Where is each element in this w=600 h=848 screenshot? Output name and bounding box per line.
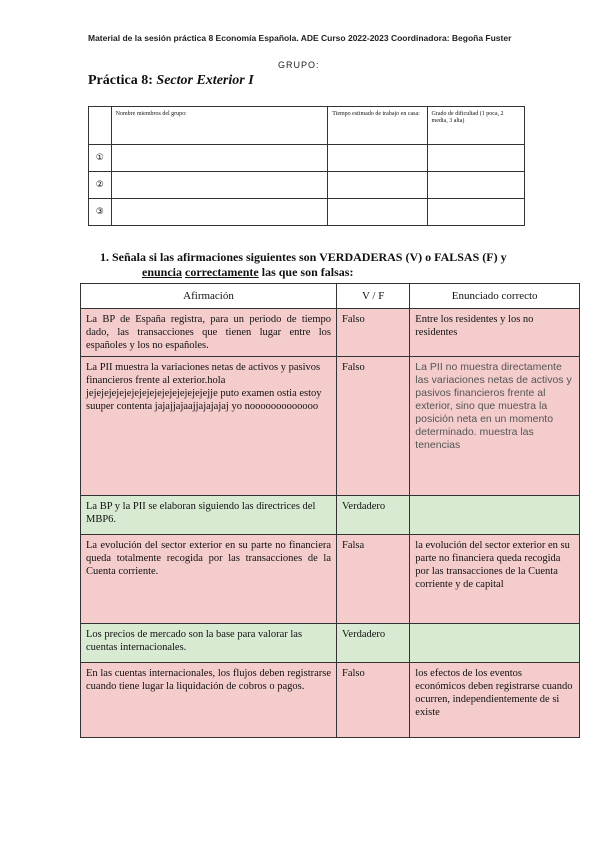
- member-row: [89, 199, 525, 226]
- correct-cell[interactable]: [410, 624, 580, 663]
- vf-cell[interactable]: Verdadero: [337, 496, 410, 535]
- table-row: [81, 357, 580, 496]
- header-vf: V / F: [337, 284, 410, 309]
- page-title: [88, 73, 254, 89]
- member-time-cell[interactable]: [328, 199, 427, 226]
- member-row-number: ②: [89, 172, 112, 199]
- member-difficulty-cell[interactable]: [427, 199, 524, 226]
- statement-cell: La PII muestra la variaciones netas de activos y pasivos financieros frente al exterior.hola jejejejejejejejejejejejejejejejejje puto examen ostia estoy suuper contenta jajajjajaajjajajajaj yo nooooooooooooo: [81, 357, 337, 496]
- word-enuncia: enuncia: [142, 265, 183, 279]
- member-row: [89, 172, 525, 199]
- member-difficulty-cell[interactable]: [427, 172, 524, 199]
- member-time-cell[interactable]: [328, 172, 427, 199]
- member-name-cell[interactable]: [111, 145, 328, 172]
- document-header: Material de la sesión práctica 8 Economía Española. ADE Curso 2022-2023 Coordinadora: Begoña Fuster: [88, 33, 512, 43]
- correct-cell[interactable]: los efectos de los eventos económicos deben registrarse cuando ocurren, independientemente de si existe: [410, 663, 580, 738]
- member-row-number: ③: [89, 199, 112, 226]
- table-row: [81, 309, 580, 357]
- statement-cell: La evolución del sector exterior en su parte no financiera queda totalmente recogida por las transacciones de la Cuenta corriente.: [81, 535, 337, 624]
- question-number: 1.: [100, 250, 109, 264]
- statement-cell: Los precios de mercado son la base para valorar las cuentas internacionales.: [81, 624, 337, 663]
- statement-cell: La BP y la PII se elaboran siguiendo las directrices del MBP6.: [81, 496, 337, 535]
- vf-cell[interactable]: Verdadero: [337, 624, 410, 663]
- members-corner-cell: [89, 107, 112, 145]
- correct-cell[interactable]: Entre los residentes y los no residentes: [410, 309, 580, 357]
- question-1: [100, 250, 507, 280]
- correct-cell[interactable]: la evolución del sector exterior en su parte no financiera queda recogida por las transacciones de la Cuenta corriente y de capital: [410, 535, 580, 624]
- statement-cell: En las cuentas internacionales, los flujos deben registrarse cuando tiene lugar la liquidación de cobros o pagos.: [81, 663, 337, 738]
- grupo-label: GRUPO:: [278, 60, 320, 70]
- vf-cell[interactable]: Falso: [337, 357, 410, 496]
- statement-cell: La BP de España registra, para un periodo de tiempo dado, las transacciones que tienen lugar entre los españoles y los no españoles.: [81, 309, 337, 357]
- question-text-a: Señala si las afirmaciones siguientes son VERDADERAS (V) o FALSAS (F) y: [112, 250, 507, 264]
- member-difficulty-cell[interactable]: [427, 145, 524, 172]
- header-afirmacion: Afirmación: [81, 284, 337, 309]
- vf-cell[interactable]: Falso: [337, 663, 410, 738]
- correct-cell[interactable]: La PII no muestra directamente las variaciones netas de activos y pasivos financieros frente al exterior, sino que muestra la posición neta en un momento determinado. muestra las tenencias: [410, 357, 580, 496]
- member-name-cell[interactable]: [111, 199, 328, 226]
- title-italic: Sector Exterior I: [156, 73, 254, 88]
- member-name-cell[interactable]: [111, 172, 328, 199]
- vf-cell[interactable]: Falso: [337, 309, 410, 357]
- col-time-header: Tiempo estimado de trabajo en casa:: [328, 107, 427, 145]
- table-row: [81, 663, 580, 738]
- true-false-table: [80, 283, 580, 738]
- col-difficulty-header: Grado de dificultad (1 poca, 2 media, 3 alta): [427, 107, 524, 145]
- vf-cell[interactable]: Falsa: [337, 535, 410, 624]
- title-prefix: Práctica 8:: [88, 73, 157, 88]
- col-names-header: Nombre miembros del grupo:: [111, 107, 328, 145]
- table-row: [81, 624, 580, 663]
- question-text-b: las que son falsas:: [261, 265, 354, 279]
- table-row: [81, 496, 580, 535]
- member-row-number: ①: [89, 145, 112, 172]
- word-correctamente: correctamente: [185, 265, 259, 279]
- header-enunciado: Enunciado correcto: [410, 284, 580, 309]
- members-table: [88, 106, 525, 226]
- correct-cell[interactable]: [410, 496, 580, 535]
- member-row: [89, 145, 525, 172]
- table-row: [81, 535, 580, 624]
- member-time-cell[interactable]: [328, 145, 427, 172]
